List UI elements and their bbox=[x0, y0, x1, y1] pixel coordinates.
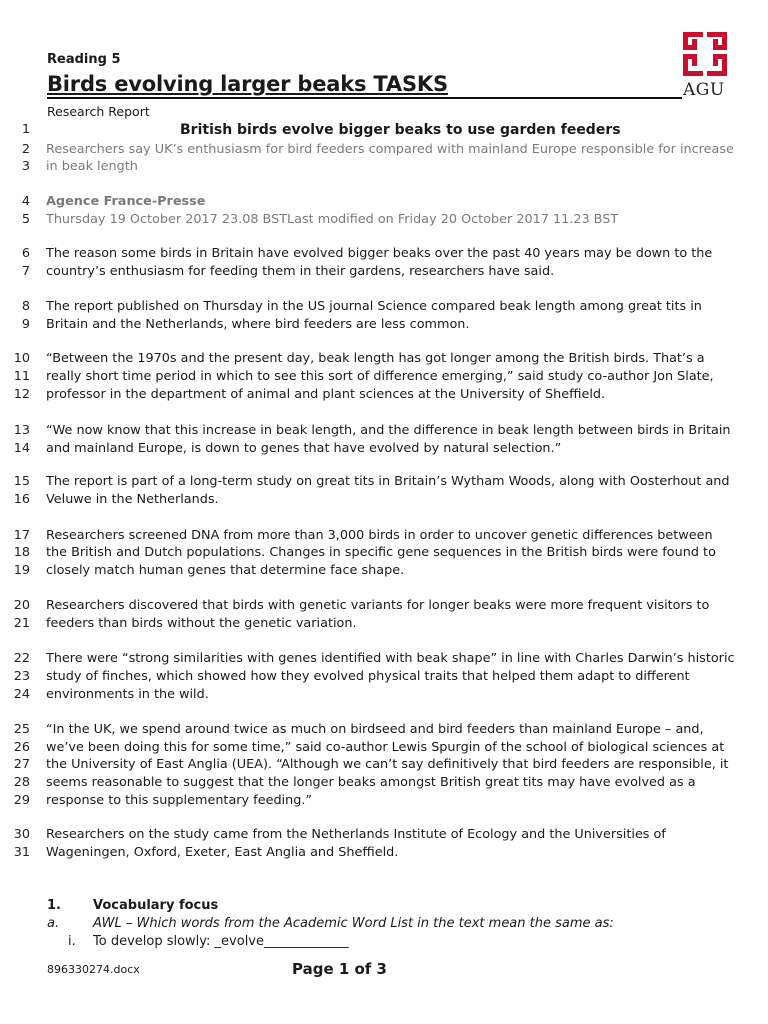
line-text: The report published on Thursday in the US journal Science compared beak length among great tits in bbox=[46, 299, 702, 314]
vocab-a-label: a. bbox=[47, 916, 60, 931]
line-text: seems reasonable to suggest that the longer beaks amongst British great tits may have evolved as a bbox=[46, 775, 696, 790]
line-text: The reason some birds in Britain have evolved bigger beaks over the past 40 years may be down to the bbox=[46, 246, 713, 261]
line-number: 21 bbox=[13, 616, 30, 631]
line-number: 1 bbox=[21, 122, 30, 137]
line-number: 14 bbox=[13, 441, 30, 456]
line-text: really short time period in which to see this sort of difference emerging,” said study co-author Jon Slate, bbox=[46, 369, 714, 384]
line-text: The report is part of a long-term study on great tits in Britain’s Wytham Woods, along with Oosterhout and bbox=[46, 474, 730, 489]
line-text: “We now know that this increase in beak length, and the difference in beak length between birds in Britain bbox=[46, 423, 731, 438]
line-text: There were “strong similarities with genes identified with beak shape” in line with Charles Darwin’s historic bbox=[46, 651, 735, 666]
line-text: Agence France-Presse bbox=[46, 194, 206, 209]
line-text: the British and Dutch populations. Changes in specific gene sequences in the British birds were found to bbox=[46, 545, 716, 560]
line-text: in beak length bbox=[46, 159, 138, 174]
line-number: 8 bbox=[21, 299, 30, 314]
line-number: 28 bbox=[13, 775, 30, 790]
footer-filename: 896330274.docx bbox=[47, 963, 140, 976]
line-number: 10 bbox=[13, 351, 30, 366]
line-number: 7 bbox=[21, 264, 30, 279]
line-number: 18 bbox=[13, 545, 30, 560]
line-text: Researchers screened DNA from more than 3,000 birds in order to uncover genetic differences between bbox=[46, 528, 713, 543]
line-number: 3 bbox=[21, 159, 30, 174]
line-text: response to this supplementary feeding.” bbox=[46, 793, 313, 808]
vocab-i-text: To develop slowly: _evolve_____________ bbox=[93, 934, 349, 949]
line-text: “Between the 1970s and the present day, beak length has got longer among the British birds. That’s a bbox=[46, 351, 705, 366]
line-number: 4 bbox=[21, 194, 30, 209]
line-number: 13 bbox=[13, 423, 30, 438]
line-text: Britain and the Netherlands, where bird feeders are less common. bbox=[46, 317, 470, 332]
vocab-number: 1. bbox=[47, 898, 61, 913]
line-text: Researchers say UK’s enthusiasm for bird feeders compared with mainland Europe responsible for increase bbox=[46, 142, 734, 157]
line-number: 22 bbox=[13, 651, 30, 666]
line-text: the University of East Anglia (UEA). “Although we can’t say definitively that bird feeders are responsible, it bbox=[46, 757, 729, 772]
line-number: 17 bbox=[13, 528, 30, 543]
line-number: 23 bbox=[13, 669, 30, 684]
line-number: 31 bbox=[13, 845, 30, 860]
reading-label: Reading 5 bbox=[47, 52, 121, 67]
line-text: country’s enthusiasm for feeding them in their gardens, researchers have said. bbox=[46, 264, 555, 279]
line-number: 5 bbox=[21, 212, 30, 227]
line-text: feeders than birds without the genetic variation. bbox=[46, 616, 357, 631]
title-rule bbox=[47, 97, 682, 99]
document-subtitle: Research Report bbox=[47, 104, 150, 119]
line-number: 25 bbox=[13, 722, 30, 737]
vocab-title: Vocabulary focus bbox=[93, 898, 219, 913]
line-text: “In the UK, we spend around twice as much on birdseed and bird feeders than mainland Europe – and, bbox=[46, 722, 704, 737]
line-text: study of finches, which showed how they evolved physical traits that helped them adapt to different bbox=[46, 669, 690, 684]
line-text: Researchers discovered that birds with genetic variants for longer beaks were more frequent visitors to bbox=[46, 598, 710, 613]
line-text: Researchers on the study came from the Netherlands Institute of Ecology and the Universities of bbox=[46, 827, 666, 842]
line-number: 15 bbox=[13, 474, 30, 489]
line-number: 16 bbox=[13, 492, 30, 507]
line-number: 30 bbox=[13, 827, 30, 842]
line-text: we’ve been doing this for some time,” said co-author Lewis Spurgin of the school of biological sciences at bbox=[46, 740, 725, 755]
line-text: professor in the department of animal and plant sciences at the University of Sheffield. bbox=[46, 387, 606, 402]
line-number: 26 bbox=[13, 740, 30, 755]
line-number: 19 bbox=[13, 563, 30, 578]
vocab-i-label: i. bbox=[68, 934, 76, 949]
line-text: Wageningen, Oxford, Exeter, East Anglia and Sheffield. bbox=[46, 845, 399, 860]
line-number: 20 bbox=[13, 598, 30, 613]
line-number: 11 bbox=[13, 369, 30, 384]
footer-page-number: Page 1 of 3 bbox=[292, 960, 387, 978]
logo-text: AGU bbox=[683, 80, 725, 100]
line-number: 27 bbox=[13, 757, 30, 772]
line-text: British birds evolve bigger beaks to use garden feeders bbox=[180, 122, 621, 138]
vocab-a-text: AWL – Which words from the Academic Word List in the text mean the same as: bbox=[93, 916, 614, 931]
line-text: Veluwe in the Netherlands. bbox=[46, 492, 219, 507]
line-text: and mainland Europe, is down to genes that have evolved by natural selection.” bbox=[46, 441, 562, 456]
line-number: 2 bbox=[21, 142, 30, 157]
line-number: 24 bbox=[13, 687, 30, 702]
line-text: Thursday 19 October 2017 23.08 BSTLast modified on Friday 20 October 2017 11.23 BST bbox=[46, 212, 619, 227]
line-number: 6 bbox=[21, 246, 30, 261]
document-title: Birds evolving larger beaks TASKS bbox=[47, 72, 448, 96]
line-text: closely match human genes that determine face shape. bbox=[46, 563, 405, 578]
line-number: 9 bbox=[21, 317, 30, 332]
line-number: 29 bbox=[13, 793, 30, 808]
line-number: 12 bbox=[13, 387, 30, 402]
line-text: environments in the wild. bbox=[46, 687, 209, 702]
